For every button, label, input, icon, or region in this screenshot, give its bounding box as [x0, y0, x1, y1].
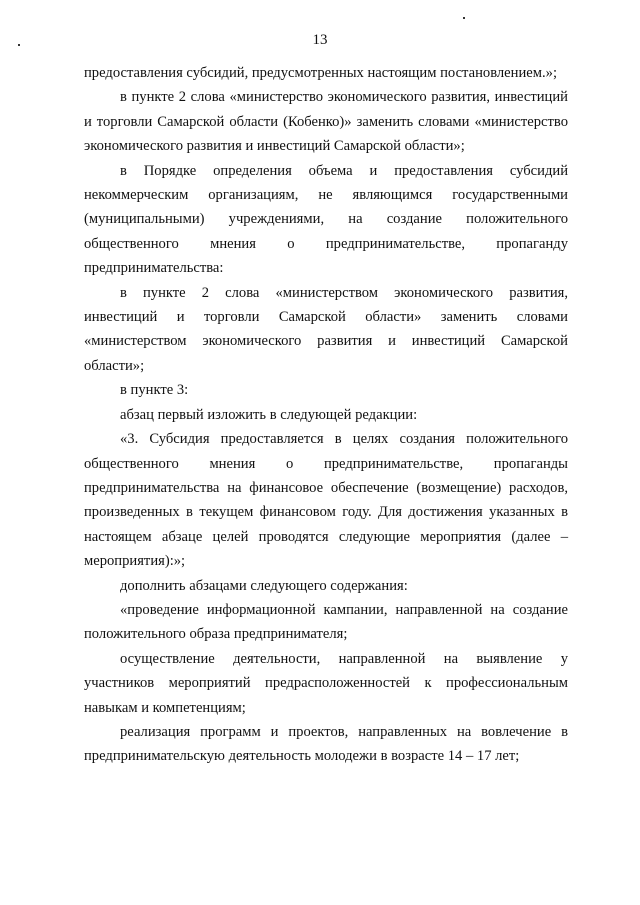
- paragraph-10: осуществление деятельности, направленной на выявление у участников мероприятий предрасположенностей к профессиональным навыкам и компетенциям;: [84, 650, 568, 716]
- paragraph-2: в пункте 2 слова «министерство экономического развития, инвестиций и торговли Самарской области (Кобенко)» заменить словами «министерство экономического развития и инвестиций Самарской области»;: [84, 89, 568, 155]
- document-body: [84, 61, 568, 769]
- scan-speck: [18, 44, 20, 46]
- page-number: 13: [312, 32, 328, 48]
- paragraph-5: в пункте 3:: [120, 382, 189, 399]
- paragraph-4: в пункте 2 слова «министерством экономического развития, инвестиций и торговли Самарской области» заменить словами «министерством экономического развития и инвестиций Самарской области»;: [84, 284, 568, 374]
- paragraph-7: «3. Субсидия предоставляется в целях создания положительного общественного мнения о предпринимательстве, пропаганды предпринимательства на финансовое обеспечение (возмещение) расходов, произведенных в текущем финансовом году. Для достижения указанных в настоящем абзаце целей проводятся следующие мероприятия (далее – мероприятия):»;: [84, 431, 568, 570]
- paragraph-9: «проведение информационной кампании, направленной на создание положительного образа предпринимателя;: [84, 601, 568, 643]
- paragraph-3: в Порядке определения объема и предоставления субсидий некоммерческим организациям, не являющимся государственными (муниципальными) учреждениями, на создание положительного общественного мнения о предпринимательстве, пропаганду предпринимательства:: [84, 162, 568, 277]
- scan-speck: [463, 17, 465, 19]
- paragraph-6: абзац первый изложить в следующей редакции:: [120, 406, 418, 423]
- paragraph-8: дополнить абзацами следующего содержания:: [120, 577, 408, 594]
- paragraph-1: предоставления субсидий, предусмотренных настоящим постановлением.»;: [84, 65, 557, 81]
- paragraph-11: реализация программ и проектов, направленных на вовлечение в предпринимательскую деятельность молодежи в возрасте 14 – 17 лет;: [84, 723, 568, 765]
